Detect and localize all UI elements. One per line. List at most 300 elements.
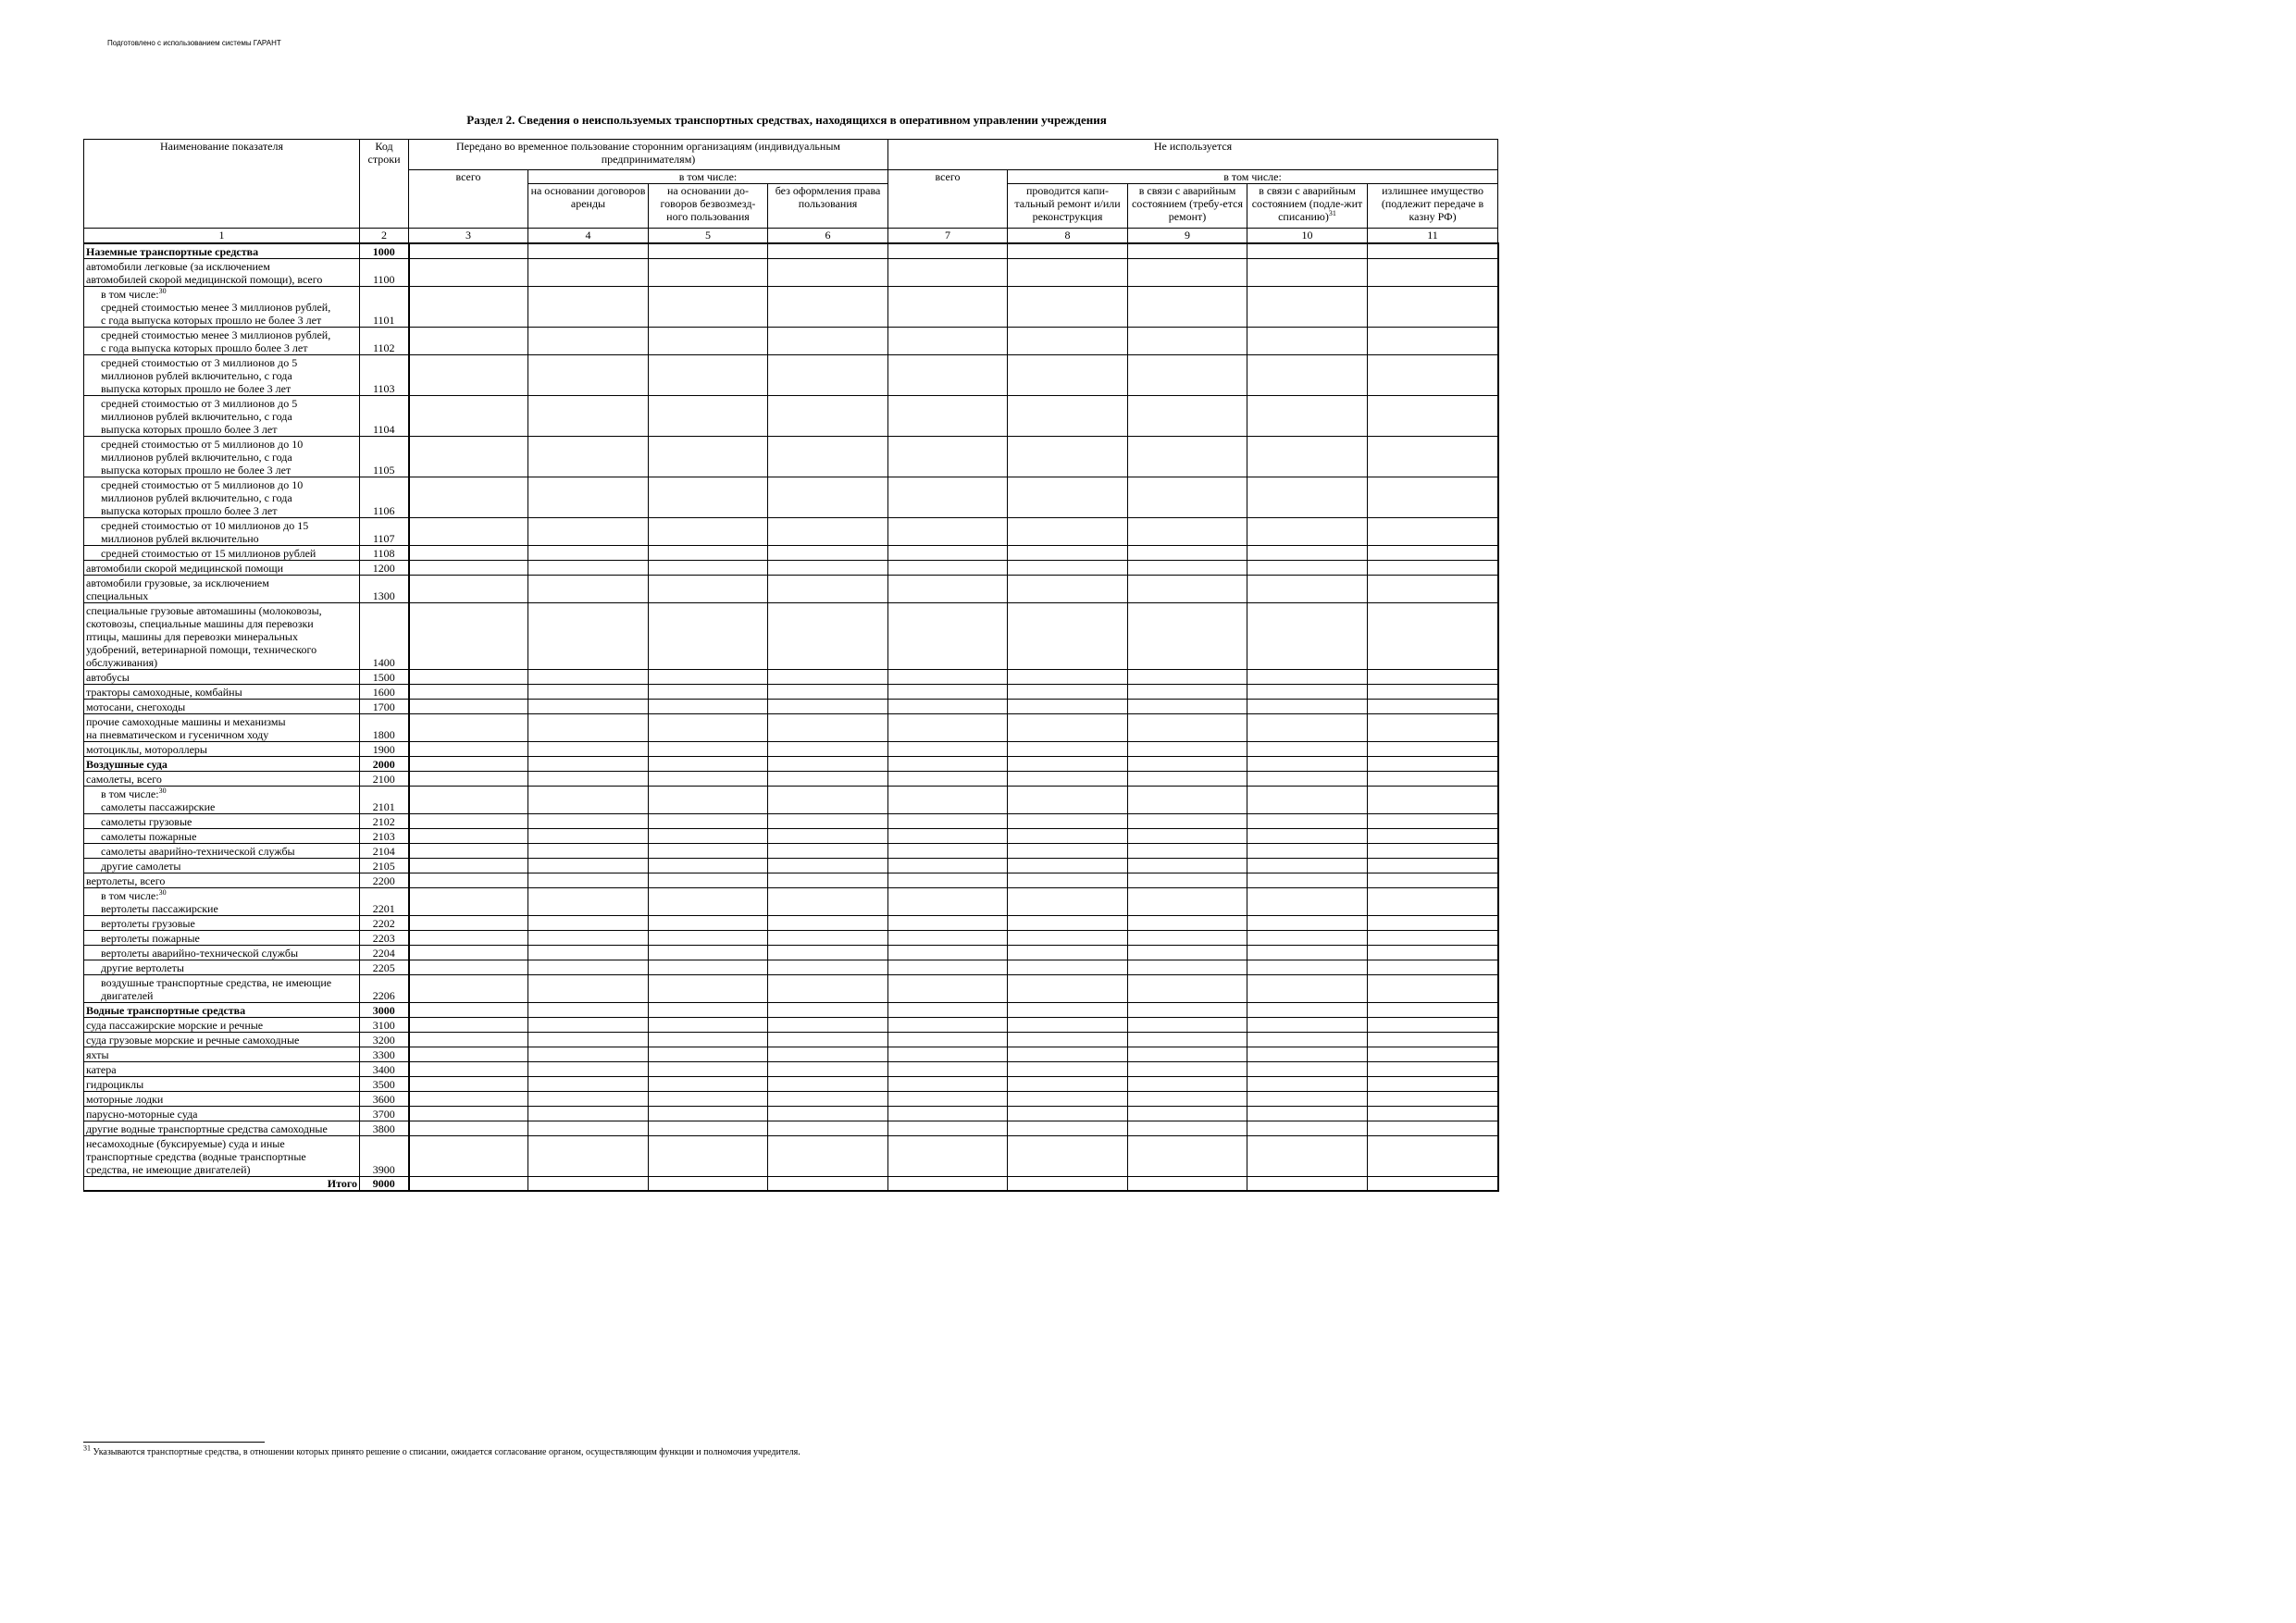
value-cell[interactable] [528,258,649,286]
value-cell[interactable] [1008,1002,1128,1017]
value-cell[interactable] [1008,1091,1128,1106]
value-cell[interactable] [1008,858,1128,873]
value-cell[interactable] [768,828,888,843]
value-cell[interactable] [649,786,768,813]
value-cell[interactable] [409,1032,528,1047]
value-cell[interactable] [1128,1106,1247,1121]
value-cell[interactable] [528,930,649,945]
value-cell[interactable] [1368,873,1498,887]
value-cell[interactable] [768,669,888,684]
value-cell[interactable] [1128,684,1247,699]
value-cell[interactable] [1008,930,1128,945]
value-cell[interactable] [1368,930,1498,945]
value-cell[interactable] [409,915,528,930]
value-cell[interactable] [1247,1032,1368,1047]
value-cell[interactable] [888,699,1008,713]
value-cell[interactable] [409,786,528,813]
value-cell[interactable] [1247,974,1368,1002]
value-cell[interactable] [1247,395,1368,436]
value-cell[interactable] [649,756,768,771]
value-cell[interactable] [1247,771,1368,786]
value-cell[interactable] [768,813,888,828]
value-cell[interactable] [1247,699,1368,713]
value-cell[interactable] [1128,1091,1247,1106]
value-cell[interactable] [1128,1176,1247,1191]
value-cell[interactable] [1247,1106,1368,1121]
value-cell[interactable] [1247,1121,1368,1135]
value-cell[interactable] [528,354,649,395]
value-cell[interactable] [528,945,649,960]
value-cell[interactable] [1368,813,1498,828]
value-cell[interactable] [528,1121,649,1135]
value-cell[interactable] [1368,741,1498,756]
value-cell[interactable] [528,1032,649,1047]
value-cell[interactable] [409,545,528,560]
value-cell[interactable] [888,1076,1008,1091]
value-cell[interactable] [649,843,768,858]
value-cell[interactable] [528,828,649,843]
value-cell[interactable] [1008,1032,1128,1047]
value-cell[interactable] [1247,517,1368,545]
value-cell[interactable] [1008,1121,1128,1135]
value-cell[interactable] [1247,1091,1368,1106]
value-cell[interactable] [649,1061,768,1076]
value-cell[interactable] [409,327,528,354]
value-cell[interactable] [528,699,649,713]
value-cell[interactable] [768,1091,888,1106]
value-cell[interactable] [649,699,768,713]
value-cell[interactable] [1008,354,1128,395]
value-cell[interactable] [1128,243,1247,258]
value-cell[interactable] [888,828,1008,843]
value-cell[interactable] [1368,756,1498,771]
value-cell[interactable] [768,699,888,713]
value-cell[interactable] [1368,602,1498,669]
value-cell[interactable] [409,575,528,602]
value-cell[interactable] [1008,243,1128,258]
value-cell[interactable] [1247,684,1368,699]
value-cell[interactable] [528,771,649,786]
value-cell[interactable] [1008,960,1128,974]
value-cell[interactable] [409,843,528,858]
value-cell[interactable] [888,477,1008,517]
value-cell[interactable] [409,395,528,436]
value-cell[interactable] [768,930,888,945]
value-cell[interactable] [1247,887,1368,915]
value-cell[interactable] [409,354,528,395]
value-cell[interactable] [409,1017,528,1032]
value-cell[interactable] [528,974,649,1002]
value-cell[interactable] [768,1017,888,1032]
value-cell[interactable] [888,243,1008,258]
value-cell[interactable] [888,1106,1008,1121]
value-cell[interactable] [768,887,888,915]
value-cell[interactable] [1368,771,1498,786]
value-cell[interactable] [528,1061,649,1076]
value-cell[interactable] [1128,1121,1247,1135]
value-cell[interactable] [1008,669,1128,684]
value-cell[interactable] [649,960,768,974]
value-cell[interactable] [649,1017,768,1032]
value-cell[interactable] [768,858,888,873]
value-cell[interactable] [528,327,649,354]
value-cell[interactable] [528,560,649,575]
value-cell[interactable] [1368,828,1498,843]
value-cell[interactable] [1368,843,1498,858]
value-cell[interactable] [768,327,888,354]
value-cell[interactable] [768,1121,888,1135]
value-cell[interactable] [1128,669,1247,684]
value-cell[interactable] [649,1076,768,1091]
value-cell[interactable] [649,873,768,887]
value-cell[interactable] [649,684,768,699]
value-cell[interactable] [649,1106,768,1121]
value-cell[interactable] [1247,945,1368,960]
value-cell[interactable] [1008,1135,1128,1176]
value-cell[interactable] [888,771,1008,786]
value-cell[interactable] [649,915,768,930]
value-cell[interactable] [409,684,528,699]
value-cell[interactable] [649,713,768,741]
value-cell[interactable] [649,887,768,915]
value-cell[interactable] [768,1002,888,1017]
value-cell[interactable] [1368,669,1498,684]
value-cell[interactable] [528,887,649,915]
value-cell[interactable] [528,684,649,699]
value-cell[interactable] [888,575,1008,602]
value-cell[interactable] [1368,713,1498,741]
value-cell[interactable] [1128,771,1247,786]
value-cell[interactable] [528,873,649,887]
value-cell[interactable] [888,930,1008,945]
value-cell[interactable] [528,786,649,813]
value-cell[interactable] [1008,1176,1128,1191]
value-cell[interactable] [528,477,649,517]
value-cell[interactable] [1247,786,1368,813]
value-cell[interactable] [649,1135,768,1176]
value-cell[interactable] [1128,945,1247,960]
value-cell[interactable] [649,1091,768,1106]
value-cell[interactable] [1008,1061,1128,1076]
value-cell[interactable] [649,560,768,575]
value-cell[interactable] [1247,960,1368,974]
value-cell[interactable] [888,545,1008,560]
value-cell[interactable] [409,887,528,915]
value-cell[interactable] [528,858,649,873]
value-cell[interactable] [649,1002,768,1017]
value-cell[interactable] [1368,858,1498,873]
value-cell[interactable] [1368,960,1498,974]
value-cell[interactable] [528,741,649,756]
value-cell[interactable] [768,1076,888,1091]
value-cell[interactable] [1128,699,1247,713]
value-cell[interactable] [1247,843,1368,858]
value-cell[interactable] [768,395,888,436]
value-cell[interactable] [409,813,528,828]
value-cell[interactable] [768,873,888,887]
value-cell[interactable] [1008,395,1128,436]
value-cell[interactable] [528,286,649,327]
value-cell[interactable] [888,1017,1008,1032]
value-cell[interactable] [528,1091,649,1106]
value-cell[interactable] [409,560,528,575]
value-cell[interactable] [1128,828,1247,843]
value-cell[interactable] [1008,945,1128,960]
value-cell[interactable] [888,1047,1008,1061]
value-cell[interactable] [649,327,768,354]
value-cell[interactable] [1128,873,1247,887]
value-cell[interactable] [528,1176,649,1191]
value-cell[interactable] [409,960,528,974]
value-cell[interactable] [409,1002,528,1017]
value-cell[interactable] [1008,684,1128,699]
value-cell[interactable] [1128,1135,1247,1176]
value-cell[interactable] [1128,1047,1247,1061]
value-cell[interactable] [1368,258,1498,286]
value-cell[interactable] [1247,477,1368,517]
value-cell[interactable] [409,771,528,786]
value-cell[interactable] [888,945,1008,960]
value-cell[interactable] [1368,395,1498,436]
value-cell[interactable] [768,684,888,699]
value-cell[interactable] [409,930,528,945]
value-cell[interactable] [1008,1106,1128,1121]
value-cell[interactable] [1008,286,1128,327]
value-cell[interactable] [528,843,649,858]
value-cell[interactable] [1008,771,1128,786]
value-cell[interactable] [409,1121,528,1135]
value-cell[interactable] [768,1106,888,1121]
value-cell[interactable] [768,243,888,258]
value-cell[interactable] [768,1032,888,1047]
value-cell[interactable] [1247,560,1368,575]
value-cell[interactable] [1247,873,1368,887]
value-cell[interactable] [528,1047,649,1061]
value-cell[interactable] [1368,1106,1498,1121]
value-cell[interactable] [1247,828,1368,843]
value-cell[interactable] [768,1176,888,1191]
value-cell[interactable] [409,713,528,741]
value-cell[interactable] [1368,243,1498,258]
value-cell[interactable] [768,517,888,545]
value-cell[interactable] [888,258,1008,286]
value-cell[interactable] [768,1135,888,1176]
value-cell[interactable] [528,1017,649,1032]
value-cell[interactable] [528,756,649,771]
value-cell[interactable] [888,327,1008,354]
value-cell[interactable] [768,602,888,669]
value-cell[interactable] [528,1135,649,1176]
value-cell[interactable] [1368,1076,1498,1091]
value-cell[interactable] [1247,602,1368,669]
value-cell[interactable] [649,477,768,517]
value-cell[interactable] [649,436,768,477]
value-cell[interactable] [1008,843,1128,858]
value-cell[interactable] [1368,1002,1498,1017]
value-cell[interactable] [1008,756,1128,771]
value-cell[interactable] [1128,960,1247,974]
value-cell[interactable] [888,286,1008,327]
value-cell[interactable] [1128,741,1247,756]
value-cell[interactable] [649,517,768,545]
value-cell[interactable] [1247,354,1368,395]
value-cell[interactable] [1368,477,1498,517]
value-cell[interactable] [1008,786,1128,813]
value-cell[interactable] [1008,873,1128,887]
value-cell[interactable] [409,699,528,713]
value-cell[interactable] [528,517,649,545]
value-cell[interactable] [888,974,1008,1002]
value-cell[interactable] [1128,713,1247,741]
value-cell[interactable] [1128,1061,1247,1076]
value-cell[interactable] [649,858,768,873]
value-cell[interactable] [528,915,649,930]
value-cell[interactable] [888,1061,1008,1076]
value-cell[interactable] [1368,560,1498,575]
value-cell[interactable] [409,858,528,873]
value-cell[interactable] [528,669,649,684]
value-cell[interactable] [528,1002,649,1017]
value-cell[interactable] [888,684,1008,699]
value-cell[interactable] [1128,858,1247,873]
value-cell[interactable] [1008,436,1128,477]
value-cell[interactable] [1368,1017,1498,1032]
value-cell[interactable] [1368,545,1498,560]
value-cell[interactable] [768,1061,888,1076]
value-cell[interactable] [768,560,888,575]
value-cell[interactable] [649,741,768,756]
value-cell[interactable] [1368,436,1498,477]
value-cell[interactable] [1247,1061,1368,1076]
value-cell[interactable] [1368,699,1498,713]
value-cell[interactable] [888,1032,1008,1047]
value-cell[interactable] [649,828,768,843]
value-cell[interactable] [649,545,768,560]
value-cell[interactable] [1247,1176,1368,1191]
value-cell[interactable] [1247,286,1368,327]
value-cell[interactable] [1128,436,1247,477]
value-cell[interactable] [409,828,528,843]
value-cell[interactable] [409,873,528,887]
value-cell[interactable] [768,756,888,771]
value-cell[interactable] [1247,1047,1368,1061]
value-cell[interactable] [409,258,528,286]
value-cell[interactable] [768,771,888,786]
value-cell[interactable] [768,477,888,517]
value-cell[interactable] [649,1176,768,1191]
value-cell[interactable] [1008,887,1128,915]
value-cell[interactable] [409,756,528,771]
value-cell[interactable] [1368,1061,1498,1076]
value-cell[interactable] [1008,915,1128,930]
value-cell[interactable] [1247,813,1368,828]
value-cell[interactable] [1008,699,1128,713]
value-cell[interactable] [409,1047,528,1061]
value-cell[interactable] [649,771,768,786]
value-cell[interactable] [1128,395,1247,436]
value-cell[interactable] [768,1047,888,1061]
value-cell[interactable] [649,354,768,395]
value-cell[interactable] [409,741,528,756]
value-cell[interactable] [409,243,528,258]
value-cell[interactable] [888,436,1008,477]
value-cell[interactable] [409,286,528,327]
value-cell[interactable] [1247,575,1368,602]
value-cell[interactable] [1368,354,1498,395]
value-cell[interactable] [1008,575,1128,602]
value-cell[interactable] [1128,843,1247,858]
value-cell[interactable] [649,1032,768,1047]
value-cell[interactable] [409,1076,528,1091]
value-cell[interactable] [888,813,1008,828]
value-cell[interactable] [888,1121,1008,1135]
value-cell[interactable] [409,1176,528,1191]
value-cell[interactable] [888,395,1008,436]
value-cell[interactable] [1128,786,1247,813]
value-cell[interactable] [1368,1176,1498,1191]
value-cell[interactable] [888,915,1008,930]
value-cell[interactable] [1128,602,1247,669]
value-cell[interactable] [1368,887,1498,915]
value-cell[interactable] [1247,1017,1368,1032]
value-cell[interactable] [1368,1121,1498,1135]
value-cell[interactable] [528,545,649,560]
value-cell[interactable] [1128,354,1247,395]
value-cell[interactable] [1247,713,1368,741]
value-cell[interactable] [1008,602,1128,669]
value-cell[interactable] [768,575,888,602]
value-cell[interactable] [649,258,768,286]
value-cell[interactable] [1008,545,1128,560]
value-cell[interactable] [1368,575,1498,602]
value-cell[interactable] [888,1091,1008,1106]
value-cell[interactable] [409,974,528,1002]
value-cell[interactable] [1008,517,1128,545]
value-cell[interactable] [649,1047,768,1061]
value-cell[interactable] [1008,828,1128,843]
value-cell[interactable] [888,713,1008,741]
value-cell[interactable] [528,395,649,436]
value-cell[interactable] [888,1002,1008,1017]
value-cell[interactable] [1368,1091,1498,1106]
value-cell[interactable] [1008,327,1128,354]
value-cell[interactable] [409,1091,528,1106]
value-cell[interactable] [1247,741,1368,756]
value-cell[interactable] [768,436,888,477]
value-cell[interactable] [649,575,768,602]
value-cell[interactable] [409,669,528,684]
value-cell[interactable] [888,354,1008,395]
value-cell[interactable] [409,477,528,517]
value-cell[interactable] [409,1135,528,1176]
value-cell[interactable] [649,243,768,258]
value-cell[interactable] [1247,545,1368,560]
value-cell[interactable] [649,395,768,436]
value-cell[interactable] [1368,286,1498,327]
value-cell[interactable] [1247,258,1368,286]
value-cell[interactable] [1008,477,1128,517]
value-cell[interactable] [1368,974,1498,1002]
value-cell[interactable] [409,945,528,960]
value-cell[interactable] [528,813,649,828]
value-cell[interactable] [409,1061,528,1076]
value-cell[interactable] [888,756,1008,771]
value-cell[interactable] [1128,974,1247,1002]
value-cell[interactable] [1128,915,1247,930]
value-cell[interactable] [1128,258,1247,286]
value-cell[interactable] [1368,915,1498,930]
value-cell[interactable] [1368,517,1498,545]
